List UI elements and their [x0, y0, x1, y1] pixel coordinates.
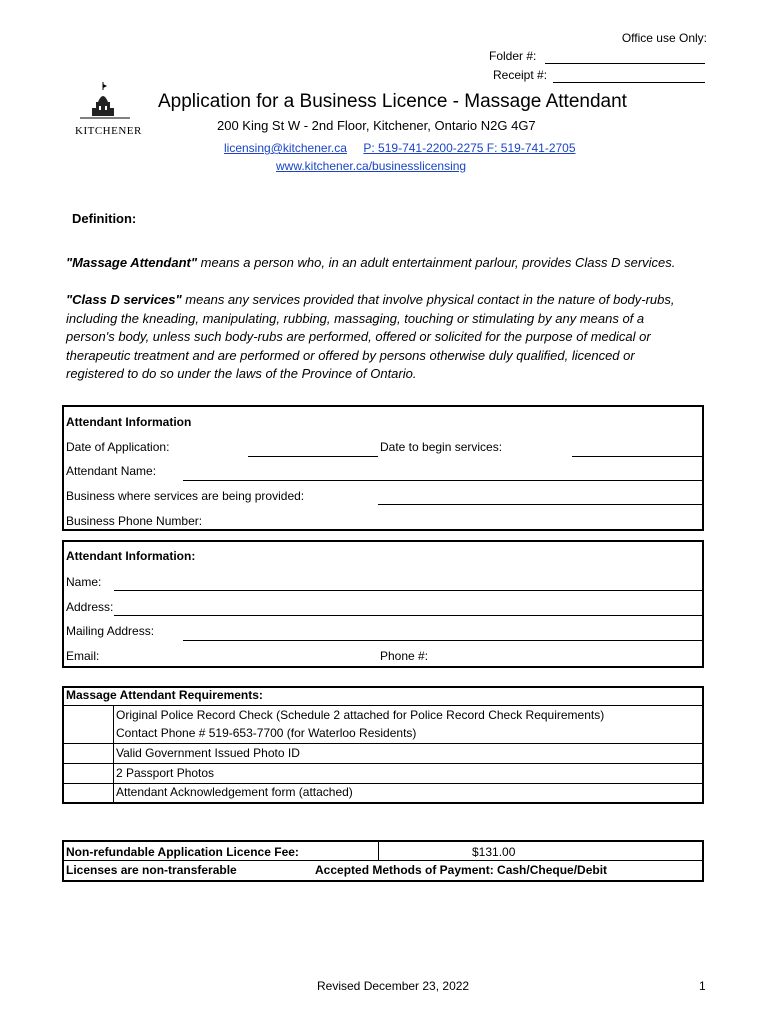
logo-text: KITCHENER — [75, 125, 142, 137]
address-field[interactable] — [114, 615, 702, 616]
name-field[interactable] — [114, 590, 702, 591]
folder-field[interactable] — [545, 63, 705, 64]
phone-fax-link[interactable]: P: 519-741-2200-2275 F: 519-741-2705 — [363, 141, 576, 155]
email-link[interactable]: licensing@kitchener.ca — [224, 141, 347, 155]
requirement-item: 2 Passport Photos — [116, 766, 215, 780]
page-number: 1 — [699, 979, 706, 993]
fee-label: Non-refundable Application Licence Fee: — [66, 845, 299, 859]
requirement-item: Attendant Acknowledgement form (attached) — [116, 785, 353, 799]
term-class-d: "Class D services" — [66, 292, 182, 307]
page-title: Application for a Business Licence - Massage Attendant — [158, 91, 627, 112]
non-transferable-note: Licenses are non-transferable — [66, 863, 237, 877]
definition-text-1: means a person who, in an adult entertainment parlour, provides Class D services. — [197, 255, 676, 270]
requirement-checkbox-photo-id[interactable] — [64, 744, 113, 763]
definition-massage-attendant — [66, 254, 686, 273]
receipt-field[interactable] — [553, 82, 705, 83]
requirements-title: Massage Attendant Requirements: — [66, 688, 263, 702]
date-of-application-field[interactable] — [248, 456, 378, 457]
definition-text-2: means any services provided that involve physical contact in the nature of body-rubs, including the kneading, manipulating, rubbing, massaging, touching or stimulating by any means of a person's body, unless such body-rubs are performed, offered or solicited for the purpose of medical or therapeutic treatment and are performed or offered by persons otherwise duly qualified, licenced or registered to do so under the laws of the Province of Ontario. — [66, 292, 675, 381]
office-use-title: Office use Only: — [621, 31, 707, 45]
address-label: Address: — [66, 600, 114, 614]
name-label: Name: — [66, 575, 102, 589]
business-phone-label: Business Phone Number: — [66, 514, 203, 528]
section2-title: Attendant Information: — [66, 549, 196, 563]
mailing-address-field[interactable] — [183, 640, 702, 641]
definition-heading: Definition: — [72, 211, 137, 226]
requirement-checkbox-acknowledgement[interactable] — [64, 784, 113, 802]
fee-amount: $131.00 — [472, 845, 516, 859]
attendant-name-label: Attendant Name: — [66, 464, 157, 478]
revised-date: Revised December 23, 2022 — [317, 979, 470, 993]
city-logo — [72, 80, 142, 137]
attendant-name-field[interactable] — [183, 480, 702, 481]
section1-title: Attendant Information — [66, 415, 192, 429]
payment-methods: Accepted Methods of Payment: Cash/Cheque/Debit — [315, 863, 608, 877]
requirement-checkbox-passport[interactable] — [64, 764, 113, 783]
requirement-item: Original Police Record Check (Schedule 2 attached for Police Record Check Requirements) — [116, 708, 605, 722]
phone-label: Phone #: — [380, 649, 429, 663]
email-label: Email: — [66, 649, 100, 663]
date-to-begin-field[interactable] — [572, 456, 702, 457]
city-hall-icon — [72, 80, 138, 120]
date-of-application-label: Date of Application: — [66, 440, 170, 454]
requirement-item: Valid Government Issued Photo ID — [116, 746, 300, 760]
requirement-checkbox-police[interactable] — [64, 706, 113, 743]
date-to-begin-label: Date to begin services: — [380, 440, 503, 454]
definition-class-d — [66, 291, 686, 384]
folder-label: Folder #: — [489, 49, 537, 63]
requirement-item: Contact Phone # 519-653-7700 (for Waterloo Residents) — [116, 726, 417, 740]
mailing-address-label: Mailing Address: — [66, 624, 155, 638]
business-where-label: Business where services are being provided: — [66, 489, 305, 503]
website-link[interactable]: www.kitchener.ca/businesslicensing — [276, 159, 467, 173]
term-massage-attendant: "Massage Attendant" — [66, 255, 198, 270]
receipt-label: Receipt #: — [493, 68, 548, 82]
business-where-field[interactable] — [378, 504, 702, 505]
office-address: 200 King St W - 2nd Floor, Kitchener, Ontario N2G 4G7 — [217, 118, 536, 133]
